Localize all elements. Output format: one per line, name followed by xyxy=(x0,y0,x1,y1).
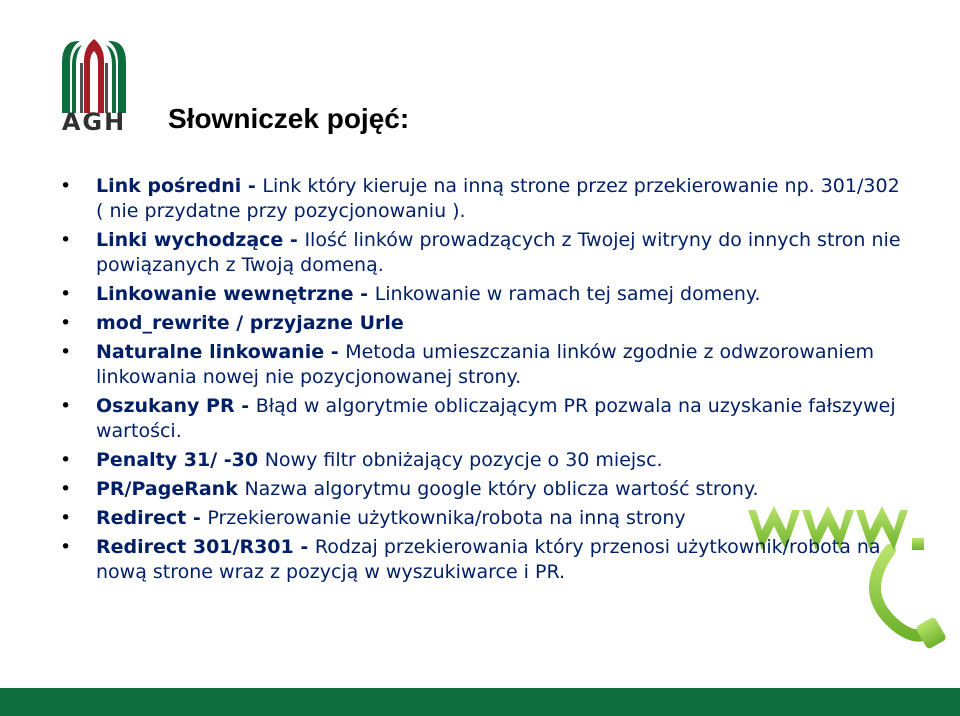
term-definition: Przekierowanie użytkownika/robota na inną strony xyxy=(207,507,686,529)
list-item xyxy=(58,174,908,224)
term-label: Linkowanie wewnętrzne - xyxy=(96,283,375,305)
term-label: Linki wychodzące - xyxy=(96,229,305,251)
bullet-icon: • xyxy=(60,507,72,529)
term-definition: Nowy filtr obniżający pozycje o 30 miejsc. xyxy=(264,449,663,471)
bullet-icon: • xyxy=(60,312,72,334)
list-item xyxy=(58,228,908,278)
list-item xyxy=(58,448,908,473)
bullet-icon: • xyxy=(60,175,72,197)
bullet-icon: • xyxy=(60,478,72,500)
list-item xyxy=(58,394,908,444)
list-item xyxy=(58,506,908,531)
term-definition: Link który kieruje na inną strone przez przekierowanie np. 301/302 ( nie przydatne przy pozycjonowaniu ). xyxy=(96,175,900,222)
term-label: Penalty 31/ -30 xyxy=(96,449,265,471)
term-definition: Ilość linków prowadzących z Twojej witryny do innych stron nie powiązanych z Twoją domeną. xyxy=(96,229,901,276)
term-label: Link pośredni - xyxy=(96,175,263,197)
term-label: Oszukany PR - xyxy=(96,395,256,417)
term-label: mod_rewrite / przyjazne Urle xyxy=(96,312,404,334)
slide-title: Słowniczek pojęć: xyxy=(168,103,410,134)
bullet-icon: • xyxy=(60,449,72,471)
bullet-icon: • xyxy=(60,283,72,305)
bullet-icon: • xyxy=(60,229,72,251)
list-item xyxy=(58,311,908,336)
term-label: Redirect 301/R301 - xyxy=(96,536,315,558)
list-item xyxy=(58,477,908,502)
term-definition: Rodzaj przekierowania który przenosi użytkownik/robota na nową strone wraz z pozycją w wyszukiwarce i PR. xyxy=(96,536,881,583)
footer-bar xyxy=(0,688,960,716)
term-definition: Nazwa algorytmu google który oblicza wartość strony. xyxy=(244,478,759,500)
term-label: Redirect - xyxy=(96,507,208,529)
agh-logo-text: AGH xyxy=(61,108,127,136)
list-item xyxy=(58,535,908,585)
bullet-icon: • xyxy=(60,395,72,417)
term-label: PR/PageRank xyxy=(96,478,245,500)
term-label: Naturalne linkowanie - xyxy=(96,341,346,363)
terms-list xyxy=(58,174,908,589)
bullet-icon: • xyxy=(60,341,72,363)
term-definition: Błąd w algorytmie obliczającym PR pozwala na uzyskanie fałszywej wartości. xyxy=(96,395,896,442)
term-definition: Linkowanie w ramach tej samej domeny. xyxy=(374,283,761,305)
term-definition: Metoda umieszczania linków zgodnie z odwzorowaniem linkowania nowej nie pozycjonowanej strony. xyxy=(96,341,875,388)
bullet-icon: • xyxy=(60,536,72,558)
list-item xyxy=(58,340,908,390)
list-item xyxy=(58,282,908,307)
